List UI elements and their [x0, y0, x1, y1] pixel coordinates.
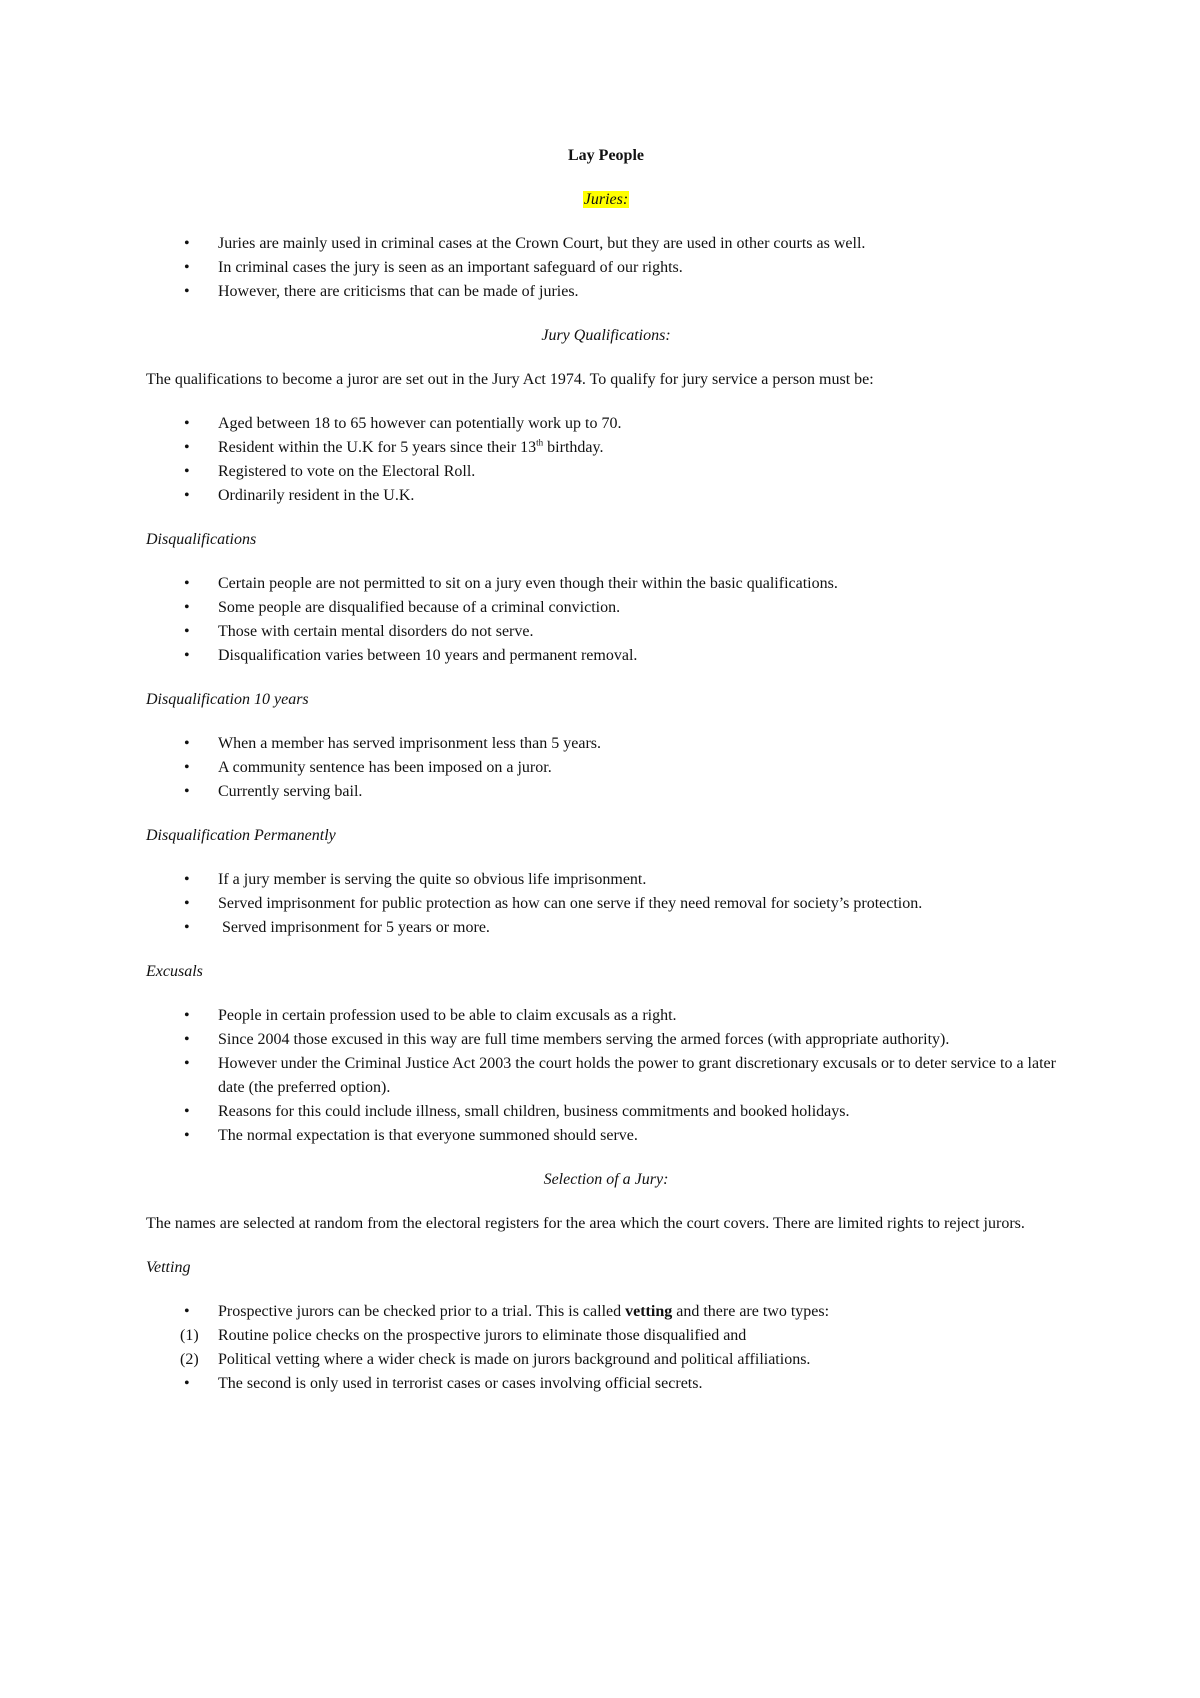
disqualification-permanently-heading: Disqualification Permanently	[146, 827, 336, 844]
list-item: • Registered to vote on the Electoral Roll.	[146, 460, 1066, 484]
bullet-icon: •	[184, 871, 190, 888]
list-item: • Served imprisonment for 5 years or more.	[146, 916, 1066, 940]
item-number: (2)	[180, 1351, 199, 1368]
bullet-icon: •	[184, 1127, 190, 1144]
list-item: • If a jury member is serving the quite so obvious life imprisonment.	[146, 868, 1066, 892]
bullet-icon: •	[184, 759, 190, 776]
excusals-heading: Excusals	[146, 963, 203, 980]
vetting-list	[146, 1300, 1066, 1396]
numbered-item: (2) Political vetting where a wider check is made on jurors background and political affiliations.	[146, 1348, 1066, 1372]
bullet-icon: •	[184, 1055, 190, 1072]
list-item: • However, there are criticisms that can be made of juries.	[146, 280, 1066, 304]
bullet-icon: •	[184, 575, 190, 592]
list-item: • Currently serving bail.	[146, 780, 1066, 804]
list-item: • Ordinarily resident in the U.K.	[146, 484, 1066, 508]
list-item: • The normal expectation is that everyone summoned should serve.	[146, 1124, 1066, 1148]
superscript-th: th	[536, 437, 544, 448]
document-page	[146, 144, 1066, 1416]
qualifications-list	[146, 412, 1066, 508]
list-item: • When a member has served imprisonment less than 5 years.	[146, 732, 1066, 756]
list-item: • However under the Criminal Justice Act 2003 the court holds the power to grant discretionary excusals or to deter service to a later date (the preferred option).	[146, 1052, 1066, 1100]
bullet-icon: •	[184, 1007, 190, 1024]
list-item: • Resident within the U.K for 5 years since their 13th birthday.	[146, 436, 1066, 460]
disqualification-permanently-list	[146, 868, 1066, 940]
bullet-icon: •	[184, 463, 190, 480]
juries-heading-highlight: Juries:	[583, 191, 629, 208]
list-item: • Juries are mainly used in criminal cases at the Crown Court, but they are used in other courts as well.	[146, 232, 1066, 256]
list-item: • Served imprisonment for public protection as how can one serve if they need removal for society’s protection.	[146, 892, 1066, 916]
disqualifications-list	[146, 572, 1066, 668]
bullet-icon: •	[184, 439, 190, 456]
bullet-icon: •	[184, 735, 190, 752]
qualifications-intro: The qualifications to become a juror are set out in the Jury Act 1974. To qualify for jury service a person must be:	[146, 371, 874, 388]
bullet-icon: •	[184, 283, 190, 300]
disqualifications-heading: Disqualifications	[146, 531, 257, 548]
list-item: • Prospective jurors can be checked prior to a trial. This is called vetting and there are two types:	[146, 1300, 1066, 1324]
list-item: • People in certain profession used to be able to claim excusals as a right.	[146, 1004, 1066, 1028]
list-item: • Disqualification varies between 10 years and permanent removal.	[146, 644, 1066, 668]
item-number: (1)	[180, 1327, 199, 1344]
selection-paragraph: The names are selected at random from the electoral registers for the area which the court covers. There are limited rights to reject jurors.	[146, 1215, 1025, 1232]
list-item: • Those with certain mental disorders do not serve.	[146, 620, 1066, 644]
disqualification-10-years-list	[146, 732, 1066, 804]
bullet-icon: •	[184, 1303, 190, 1320]
bullet-icon: •	[184, 1375, 190, 1392]
bullet-icon: •	[184, 1103, 190, 1120]
bullet-icon: •	[184, 783, 190, 800]
bullet-icon: •	[184, 487, 190, 504]
selection-heading: Selection of a Jury:	[543, 1171, 669, 1188]
list-item: • In criminal cases the jury is seen as an important safeguard of our rights.	[146, 256, 1066, 280]
bullet-icon: •	[184, 1031, 190, 1048]
juries-list	[146, 232, 1066, 304]
qualifications-heading: Jury Qualifications:	[541, 327, 671, 344]
excusals-list	[146, 1004, 1066, 1148]
juries-heading	[146, 188, 1066, 212]
vetting-bold-term: vetting	[625, 1303, 673, 1320]
bullet-icon: •	[184, 235, 190, 252]
vetting-heading: Vetting	[146, 1259, 191, 1276]
bullet-icon: •	[184, 599, 190, 616]
bullet-icon: •	[184, 647, 190, 664]
bullet-icon: •	[184, 623, 190, 640]
list-item: • Some people are disqualified because of a criminal conviction.	[146, 596, 1066, 620]
bullet-icon: •	[184, 895, 190, 912]
bullet-icon: •	[184, 415, 190, 432]
numbered-item: (1) Routine police checks on the prospective jurors to eliminate those disqualified and	[146, 1324, 1066, 1348]
list-item: • Aged between 18 to 65 however can potentially work up to 70.	[146, 412, 1066, 436]
bullet-icon: •	[184, 259, 190, 276]
disqualification-10-years-heading: Disqualification 10 years	[146, 691, 309, 708]
list-item: • Reasons for this could include illness, small children, business commitments and booked holidays.	[146, 1100, 1066, 1124]
list-item: • Certain people are not permitted to sit on a jury even though their within the basic qualifications.	[146, 572, 1066, 596]
bullet-icon: •	[184, 919, 190, 936]
document-title: Lay People	[568, 147, 644, 164]
list-item: • Since 2004 those excused in this way are full time members serving the armed forces (with appropriate authority).	[146, 1028, 1066, 1052]
list-item: • The second is only used in terrorist cases or cases involving official secrets.	[146, 1372, 1066, 1396]
list-item: • A community sentence has been imposed on a juror.	[146, 756, 1066, 780]
